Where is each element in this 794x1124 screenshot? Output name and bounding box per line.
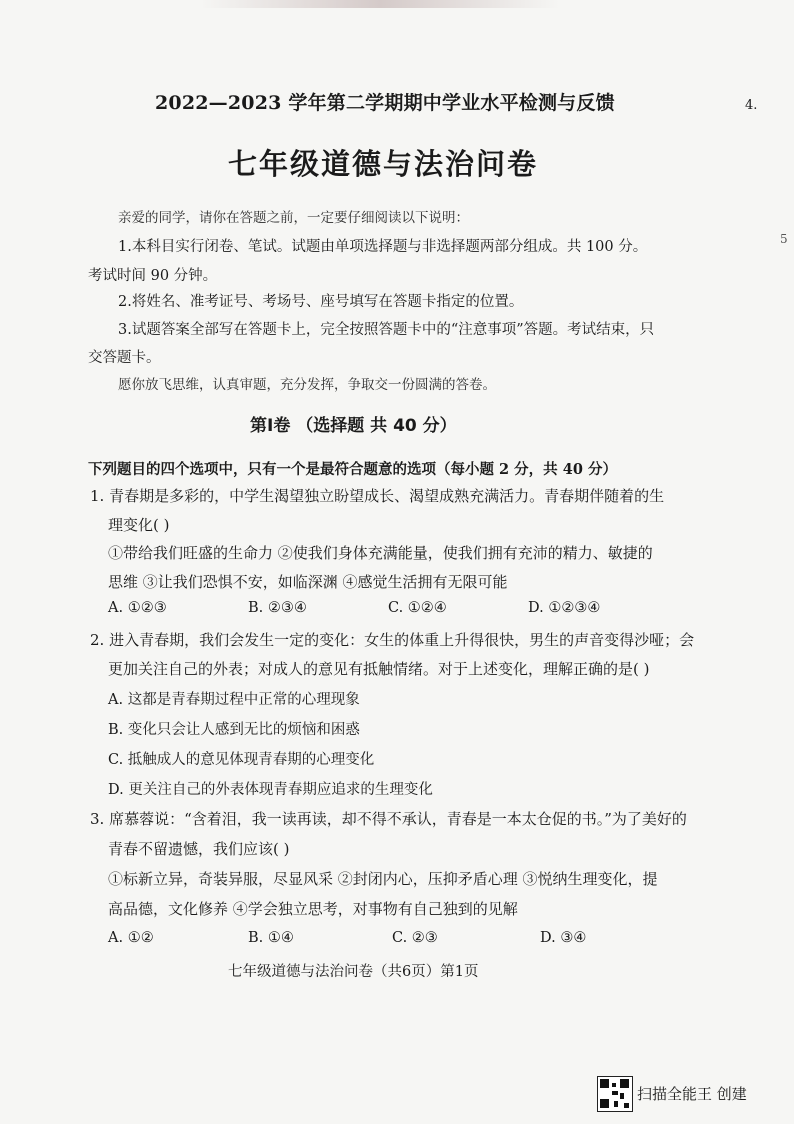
question-1-statements-cont: 思维 ③让我们恐惧不安，如临深渊 ④感觉生活拥有无限可能 — [108, 573, 508, 591]
question-3-statements: ①标新立异，奇装异服，尽显风采 ②封闭内心，压抑矛盾心理 ③悦纳生理变化，提 — [108, 870, 658, 888]
question-1-option-a: A. ①②③ — [108, 600, 167, 616]
notice-item-3-cont: 交答题卡。 — [88, 350, 161, 366]
scan-smudge — [200, 0, 560, 8]
question-2-stem-cont: 更加关注自己的外表；对成人的意见有抵触情绪。对于上述变化，理解正确的是( ) — [108, 660, 650, 678]
question-1-stem-cont: 理变化( ) — [108, 516, 170, 534]
notice-item-3: 3.试题答案全部写在答题卡上，完全按照答题卡中的“注意事项”答题。考试结束，只 — [118, 322, 655, 338]
question-3-option-a: A. ①② — [108, 930, 154, 946]
question-1-option-b: B. ②③④ — [248, 600, 307, 616]
question-1-statements: ①带给我们旺盛的生命力 ②使我们身体充满能量，使我们拥有充沛的精力、敏捷的 — [108, 544, 653, 562]
qr-code-icon — [597, 1076, 633, 1112]
section-instruction: 下列题目的四个选项中，只有一个是最符合题意的选项（每小题 2 分，共 40 分） — [88, 461, 617, 478]
corner-mark: 4. — [745, 98, 758, 113]
notice-wish: 愿你放飞思维，认真审题，充分发挥，争取交一份圆满的答卷。 — [118, 377, 496, 393]
notice-greeting: 亲爱的同学，请你在答题之前，一定要仔细阅读以下说明： — [118, 210, 469, 226]
question-2-stem: 2. 进入青春期，我们会发生一定的变化：女生的体重上升得很快，男生的声音变得沙哑；会 — [90, 631, 695, 649]
notice-item-2: 2.将姓名、准考证号、考场号、座号填写在答题卡指定的位置。 — [118, 294, 524, 310]
notice-item-1-cont: 考试时间 90 分钟。 — [88, 268, 218, 284]
notice-item-1: 1.本科目实行闭卷、笔试。试题由单项选择题与非选择题两部分组成。共 100 分。 — [118, 239, 648, 255]
question-2-option-c: C. 抵触成人的意见体现青春期的心理变化 — [108, 752, 375, 768]
question-3-stem: 3. 席慕蓉说：“含着泪，我一读再读，却不得不承认，青春是一本太仓促的书。”为了美好的 — [90, 810, 687, 828]
question-2-option-b: B. 变化只会让人感到无比的烦恼和困惑 — [108, 722, 360, 738]
section-title: 第Ⅰ卷 （选择题 共 40 分） — [250, 416, 457, 436]
side-mark: 5 — [780, 232, 788, 246]
question-3-option-d: D. ③④ — [540, 930, 587, 946]
question-1-option-c: C. ①②④ — [388, 600, 447, 616]
scanner-watermark-label: 扫描全能王 创建 — [637, 1085, 747, 1103]
question-3-option-b: B. ①④ — [248, 930, 294, 946]
question-2-option-a: A. 这都是青春期过程中正常的心理现象 — [108, 692, 360, 708]
question-1-stem: 1. 青春期是多彩的，中学生渴望独立盼望成长、渴望成熟充满活力。青春期伴随着的生 — [90, 487, 665, 505]
question-1-option-d: D. ①②③④ — [528, 600, 601, 616]
question-3-option-c: C. ②③ — [392, 930, 438, 946]
question-3-statements-cont: 高品德，文化修养 ④学会独立思考，对事物有自己独到的见解 — [108, 900, 518, 918]
question-3-stem-cont: 青春不留遗憾，我们应该( ) — [108, 840, 290, 858]
question-2-option-d: D. 更关注自己的外表体现青春期应追求的生理变化 — [108, 782, 433, 798]
paper-title: 七年级道德与法治问卷 — [228, 147, 539, 181]
exam-title: 2022—2023 学年第二学期期中学业水平检测与反馈 — [155, 92, 615, 114]
page-footer: 七年级道德与法治问卷（共6页）第1页 — [228, 964, 479, 980]
